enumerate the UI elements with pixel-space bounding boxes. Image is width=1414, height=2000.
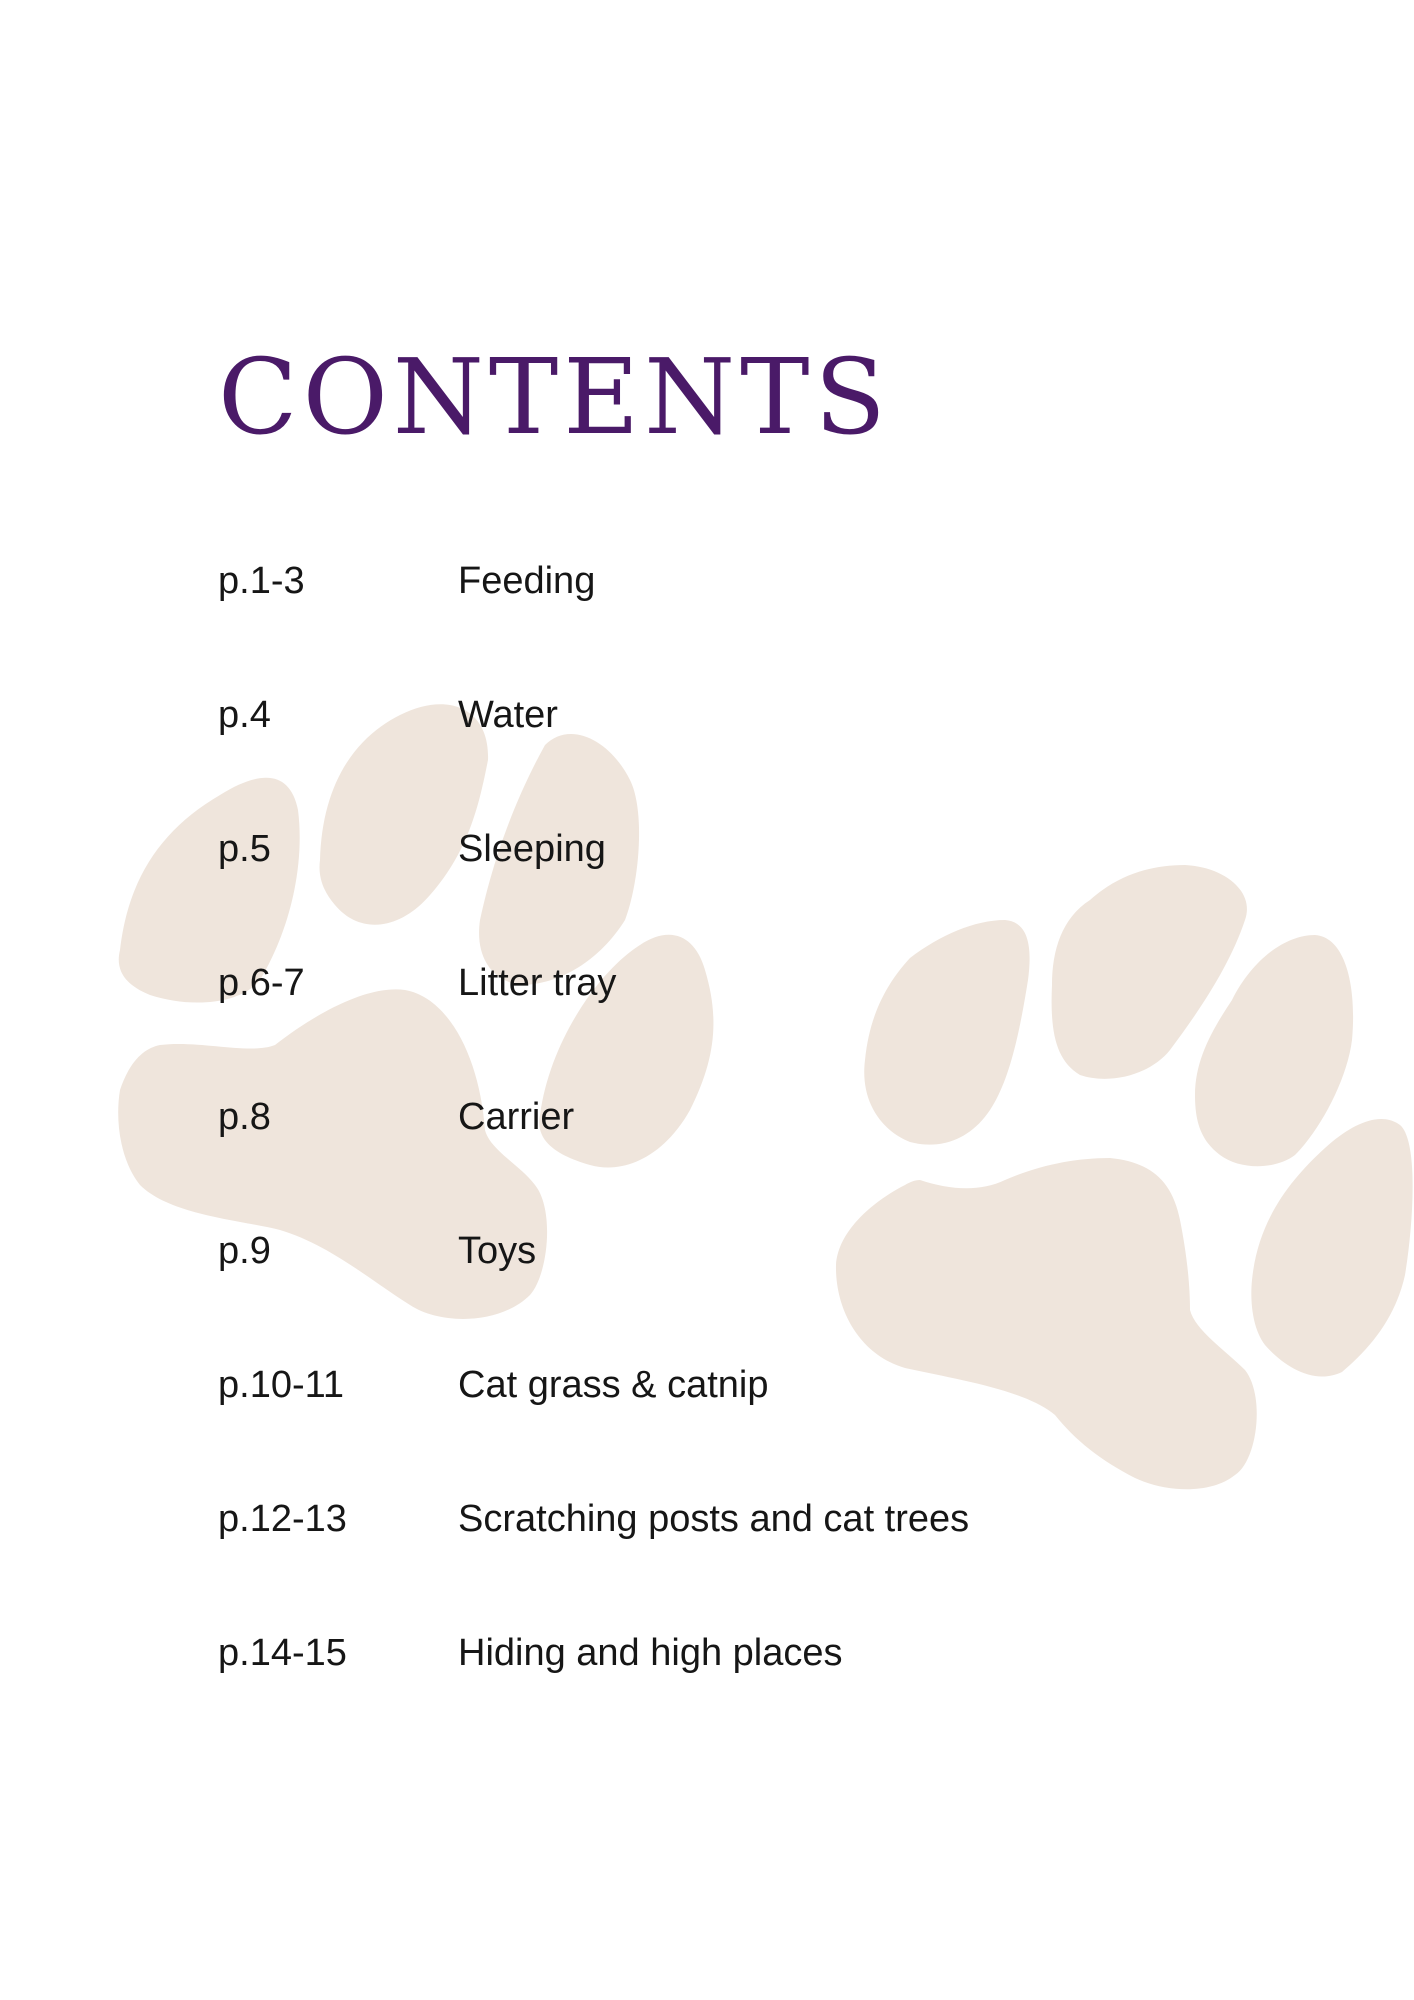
toc-page-range: p.8: [218, 1096, 271, 1138]
toc-page-range: p.5: [218, 828, 271, 870]
toc-page-range: p.9: [218, 1230, 271, 1272]
toc-topic: Sleeping: [458, 828, 606, 870]
toc-entry: [218, 962, 1218, 1096]
toc-topic: Litter tray: [458, 962, 617, 1004]
toc-entry: [218, 828, 1218, 962]
toc-entry: [218, 694, 1218, 828]
toc-page-range: p.14-15: [218, 1632, 347, 1674]
toc-entry: [218, 1230, 1218, 1364]
table-of-contents: [218, 560, 1218, 1766]
toc-page-range: p.4: [218, 694, 271, 736]
toc-entry: [218, 560, 1218, 694]
toc-page-range: p.6-7: [218, 962, 305, 1004]
toc-topic: Carrier: [458, 1096, 575, 1138]
toc-page-range: p.1-3: [218, 560, 305, 602]
toc-topic: Scratching posts and cat trees: [458, 1498, 970, 1540]
toc-topic: Water: [458, 694, 558, 736]
toc-topic: Cat grass & catnip: [458, 1364, 769, 1406]
toc-entry: [218, 1632, 1218, 1766]
toc-entry: [218, 1364, 1218, 1498]
toc-entry: [218, 1096, 1218, 1230]
page-title: CONTENTS: [218, 336, 891, 458]
toc-topic: Hiding and high places: [458, 1632, 843, 1674]
toc-entry: [218, 1498, 1218, 1632]
toc-topic: Toys: [458, 1230, 537, 1272]
toc-topic: Feeding: [458, 560, 596, 602]
toc-page-range: p.10-11: [218, 1364, 345, 1406]
toc-page-range: p.12-13: [218, 1498, 347, 1540]
